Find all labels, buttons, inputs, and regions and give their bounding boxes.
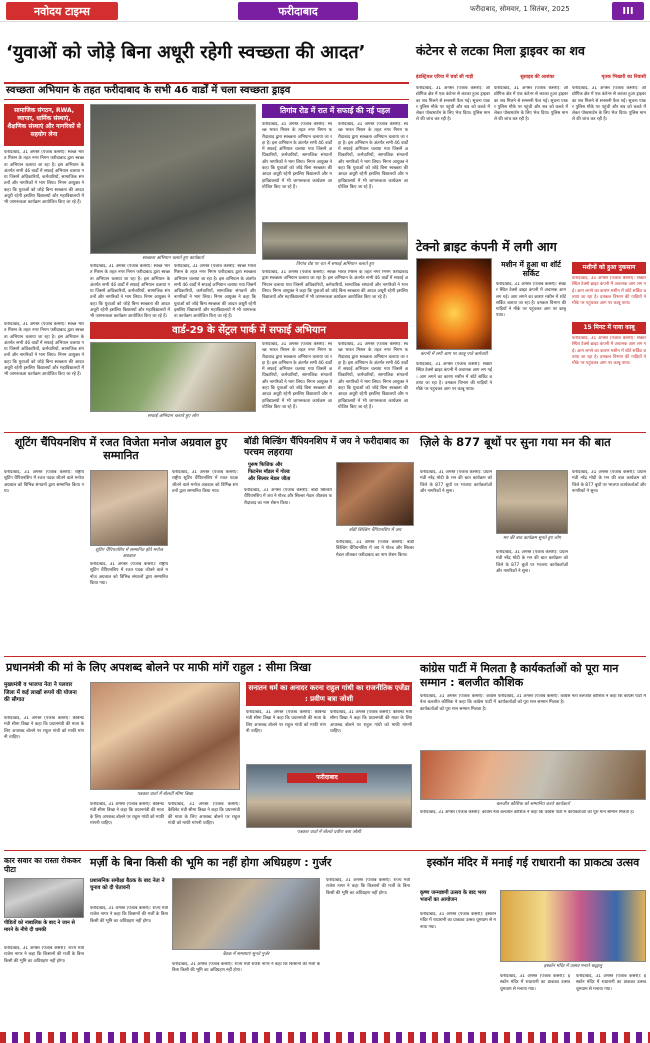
tigaon-body-3: फरीदाबाद, 31 अगस्त (पंजाब केसरी): स्वच्छ भारत मिशन के तहत नगर निगम फरीदाबाद द्वारा स्वच्छता अभियान चलाया जा रहा है। इस अभियान के अंतर्गत सभी 46 वार्डों में सफाई अभियान चलाया गया जिसमें अधिकारियों, कर्मचारियों, सामाजिक संगठनों और नागरिकों ने भाग लिया। निगम आयुक्त ने कहा कि युवाओं को जोड़े बिना स्वच्छता की आदत अधूरी रहेगी इसलिए विद्यालयों और महाविद्यालयों में भी जागरूकता कार्यक्रम आयोजित किए जा रहे हैं। (262, 270, 408, 301)
bb-body-1: फरीदाबाद, 31 अगस्त (पंजाब केसरी): बॉडी बिल्डिंग चैंपियनशिप में जय ने गोल्ड और सिल्वर मेडल जीतकर फरीदाबाद का नाम रोशन किया। (244, 488, 332, 506)
tecno-photo (416, 258, 492, 350)
main-headline: ‘युवाओं को जोड़े बिना अधूरी रहेगी स्वच्छता की आदत’ (6, 42, 366, 63)
main-body-col3: फरीदाबाद, 31 अगस्त (पंजाब केसरी): स्वच्छ भारत मिशन के तहत नगर निगम फरीदाबाद द्वारा स्वच्छता अभियान चलाया जा रहा है। इस अभियान के अंतर्गत सभी 46 वार्डों में सफाई अभियान चलाया गया जिसमें अधिकारियों, कर्मचारियों, सामाजिक संगठनों और नागरिकों ने भाग लिया। निगम आयुक्त ने कहा कि युवाओं को जोड़े बिना स्वच्छता की आदत अधूरी रहेगी इसलिए विद्यालयों और महाविद्यालयों में भी जागरूकता कार्यक्रम आयोजित किए जा रहे हैं। (174, 264, 256, 320)
sanatan-body-2: फरीदाबाद, 31 अगस्त (पंजाब केसरी): कैबिनेट मंत्री सीमा त्रिखा ने कहा कि प्रधानमंत्री की माता के लिए अपशब्द बोलने पर राहुल गांधी को माफी मांगनी चाहिए। (330, 710, 412, 734)
tecno-box2-body: फरीदाबाद, 31 अगस्त (पंजाब केसरी): सेक्टर स्थित टेक्नो ब्राइट कंपनी में अचानक आग लग गई। आग लगने का कारण मशीन में शॉर्ट सर्किट बताया जा रहा है। दमकल विभाग की गाड़ियों ने मौके पर पहुंचकर आग पर काबू पाया। (572, 336, 646, 367)
bb-tags (248, 462, 348, 483)
mkb-body-3: फरीदाबाद, 31 अगस्त (पंजाब केसरी): प्रधानमंत्री नरेंद्र मोदी के मन की बात कार्यक्रम को जिले के 877 बूथों पर भाजपा कार्यकर्ताओं और नागरिकों ने सुना। (572, 470, 646, 494)
congress-body-1: फरीदाबाद, 31 अगस्त (पंजाब केसरी): कांग्रेस नेता बलजीत कौशिक ने कहा कि कांग्रेस पार्टी में कार्यकर्ताओं को पूरा मान सम्मान मिलता है। (420, 694, 496, 712)
container-tag-2: सुसाइड की आशंका (520, 75, 555, 80)
tecno-box1-body: फरीदाबाद, 31 अगस्त (पंजाब केसरी): सेक्टर स्थित टेक्नो ब्राइट कंपनी में अचानक आग लग गई। आग लगने का कारण मशीन में शॉर्ट सर्किट बताया जा रहा है। दमकल विभाग की गाड़ियों ने मौके पर पहुंचकर आग पर काबू पाया। (572, 276, 646, 307)
car-photo (4, 878, 84, 918)
bb-tag-2: फिटनेस मॉडल में गोल्ड (248, 469, 290, 475)
mkb-body-2: फरीदाबाद, 31 अगस्त (पंजाब केसरी): प्रधानमंत्री नरेंद्र मोदी के मन की बात कार्यक्रम को जिले के 877 बूथों पर भाजपा कार्यकर्ताओं और नागरिकों ने सुना। (496, 550, 568, 574)
ward29-body-1: फरीदाबाद, 31 अगस्त (पंजाब केसरी): स्वच्छ भारत मिशन के तहत नगर निगम फरीदाबाद द्वारा स्वच्छता अभियान चलाया जा रहा है। इस अभियान के अंतर्गत सभी 46 वार्डों में सफाई अभियान चलाया गया जिसमें अधिकारियों, कर्मचारियों, सामाजिक संगठनों और नागरिकों ने भाग लिया। निगम आयुक्त ने कहा कि युवाओं को जोड़े बिना स्वच्छता की आदत अधूरी रहेगी इसलिए विद्यालयों और महाविद्यालयों में भी जागरूकता कार्यक्रम आयोजित किए जा रहे हैं। (4, 322, 84, 378)
container-body-2: फरीदाबाद, 31 अगस्त (पंजाब केसरी): औद्योगिक क्षेत्र में एक कंटेनर से लटका हुआ ड्राइवर का शव मिलने से सनसनी फैल गई। सूचना पाकर पुलिस मौके पर पहुंची और शव को कब्जे में लेकर पोस्टमार्टम के लिए भेज दिया। पुलिस मामले की जांच कर रही है। (494, 86, 568, 123)
ward29-headline: वार्ड-29 के सेंट्रल पार्क में सफाई अभियान (90, 322, 408, 339)
rahul-headline: प्रधानमंत्री की मां के लिए अपशब्द बोलने पर माफी मांगें राहुल : सीमा त्रिखा (6, 661, 311, 674)
mkb-body-1: फरीदाबाद, 31 अगस्त (पंजाब केसरी): प्रधानमंत्री नरेंद्र मोदी के मन की बात कार्यक्रम को जिले के 877 बूथों पर भाजपा कार्यकर्ताओं और नागरिकों ने सुना। (420, 470, 492, 494)
bb-tag-3: और सिल्वर मेडल जीता (248, 476, 291, 482)
congress-body-3: फरीदाबाद, 31 अगस्त (पंजाब केसरी): कांग्रेस नेता बलजीत कौशिक ने कहा कि कांग्रेस पार्टी में कार्यकर्ताओं को पूरा मान सम्मान मिलता है। (420, 810, 635, 815)
caption-congress: बलजीत कौशिक को सम्मानित करते कार्यकर्ता (496, 802, 570, 807)
caption-tecno: कंपनी में लगी आग पर काबू पाते कर्मचारी (420, 352, 488, 357)
shooting-body-1: फरीदाबाद, 31 अगस्त (पंजाब केसरी): राष्ट्रीय शूटिंग चैंपियनशिप में रजत पदक जीतने वाले मनोज अग्रवाल को विभिन्न संगठनों द्वारा सम्मानित किया गया। (4, 470, 84, 494)
main-subheadline: स्वच्छता अभियान के तहत फरीदाबाद के सभी 46 वार्डों में चला स्वच्छता ड्राइव (6, 85, 291, 96)
caption-bb: बॉडी बिल्डिंग चैंपियनशिप में जय (348, 528, 402, 533)
main-body-col2: फरीदाबाद, 31 अगस्त (पंजाब केसरी): स्वच्छ भारत मिशन के तहत नगर निगम फरीदाबाद द्वारा स्वच्छता अभियान चलाया जा रहा है। इस अभियान के अंतर्गत सभी 46 वार्डों में सफाई अभियान चलाया गया जिसमें अधिकारियों, कर्मचारियों, सामाजिक संगठनों और नागरिकों ने भाग लिया। निगम आयुक्त ने कहा कि युवाओं को जोड़े बिना स्वच्छता की आदत अधूरी रहेगी इसलिए विद्यालयों और महाविद्यालयों में भी जागरूकता कार्यक्रम आयोजित किए जा रहे हैं। (90, 264, 170, 320)
caption-rahul: पत्रकार वार्ता में बोलतीं सीमा त्रिखा (137, 792, 193, 797)
car-headline: कार सवार का रास्ता रोककर पीटा (4, 856, 81, 874)
rahul-body-3: फरीदाबाद, 31 अगस्त (पंजाब केसरी): कैबिनेट मंत्री सीमा त्रिखा ने कहा कि प्रधानमंत्री की माता के लिए अपशब्द बोलने पर राहुल गांधी को माफी मांगनी चाहिए। (168, 802, 240, 826)
rahul-photo (90, 682, 240, 790)
iskcon-headline: इस्कॉन मंदिर में मनाई गई राधारानी का प्राकट्य उत्सव (426, 856, 640, 869)
sanatan-photo (246, 764, 412, 828)
container-body-1: फरीदाबाद, 31 अगस्त (पंजाब केसरी): औद्योगिक क्षेत्र में एक कंटेनर से लटका हुआ ड्राइवर का शव मिलने से सनसनी फैल गई। सूचना पाकर पुलिस मौके पर पहुंची और शव को कब्जे में लेकर पोस्टमार्टम के लिए भेज दिया। पुलिस मामले की जांच कर रही है। (416, 86, 490, 123)
caption-main-photo: स्वच्छता अभियान चलाते हुए कार्यकर्ता (142, 256, 204, 261)
rule-2 (4, 656, 646, 657)
shooting-headline: शूटिंग चैंपियनशिप में रजत विजेता मनोज अग्रवाल हुए सम्मानित (14, 436, 228, 462)
mkb-headline: ज़िले के 877 बूथों पर सुना गया मन की बात (420, 435, 611, 449)
sanatan-headline: सनातन धर्म का अनादर करना राहुल गांधी का राजनीतिक एजेंडा : प्रवीण बत्रा जोशी (246, 682, 412, 706)
caption-shooting: शूटिंग चैंपियनशिप में सम्मानित होते मनोज अग्रवाल (95, 548, 163, 559)
tecno-sidehead: मशीन में हुआ था शॉर्ट सर्किट (501, 260, 561, 278)
ward29-photo (90, 342, 256, 412)
tecno-box2-title: 15 मिनट में पाया काबू (572, 322, 646, 334)
caption-tigaon: तिगांव रोड पर रात में सफाई अभियान चलाते हुए (296, 262, 374, 267)
rahul-body-1: फरीदाबाद, 31 अगस्त (पंजाब केसरी): कैबिनेट मंत्री सीमा त्रिखा ने कहा कि प्रधानमंत्री की माता के लिए अपशब्द बोलने पर राहुल गांधी को माफी मांगनी चाहिए। (4, 716, 84, 740)
container-headline: कंटेनर से लटका मिला ड्राइवर का शव (416, 43, 585, 58)
shooting-body-3: फरीदाबाद, 31 अगस्त (पंजाब केसरी): राष्ट्रीय शूटिंग चैंपियनशिप में रजत पदक जीतने वाले मनोज अग्रवाल को विभिन्न संगठनों द्वारा सम्मानित किया गया। (172, 470, 238, 494)
tecno-body-1: फरीदाबाद, 31 अगस्त (पंजाब केसरी): सेक्टर स्थित टेक्नो ब्राइट कंपनी में अचानक आग लग गई। आग लगने का कारण मशीन में शॉर्ट सर्किट बताया जा रहा है। दमकल विभाग की गाड़ियों ने मौके पर पहुंचकर आग पर काबू पाया। (416, 362, 492, 393)
caption-sanatan: पत्रकार वार्ता में बोलते प्रवीण बत्रा जोशी (297, 830, 361, 835)
rahul-body-2: फरीदाबाद, 31 अगस्त (पंजाब केसरी): कैबिनेट मंत्री सीमा त्रिखा ने कहा कि प्रधानमंत्री की माता के लिए अपशब्द बोलने पर राहुल गांधी को माफी मांगनी चाहिए। (90, 802, 164, 826)
congress-headline: कांग्रेस पार्टी में मिलता है कार्यकर्ताओं को पूरा मान सम्मान : बलजीत कौशिक (420, 662, 619, 689)
car-body: फरीदाबाद, 31 अगस्त (पंजाब केसरी): राज्य मंत्री राजेश नागर ने कहा कि किसानों की मर्जी के बिना किसी की भूमि का अधिग्रहण नहीं होगा। (4, 946, 84, 964)
ward29-body-2: फरीदाबाद, 31 अगस्त (पंजाब केसरी): स्वच्छ भारत मिशन के तहत नगर निगम फरीदाबाद द्वारा स्वच्छता अभियान चलाया जा रहा है। इस अभियान के अंतर्गत सभी 46 वार्डों में सफाई अभियान चलाया गया जिसमें अधिकारियों, कर्मचारियों, सामाजिक संगठनों और नागरिकों ने भाग लिया। निगम आयुक्त ने कहा कि युवाओं को जोड़े बिना स्वच्छता की आदत अधूरी रहेगी इसलिए विद्यालयों और महाविद्यालयों में भी जागरूकता कार्यक्रम आयोजित किए जा रहे हैं। (262, 342, 332, 410)
shooting-body-2: फरीदाबाद, 31 अगस्त (पंजाब केसरी): राष्ट्रीय शूटिंग चैंपियनशिप में रजत पदक जीतने वाले मनोज अग्रवाल को विभिन्न संगठनों द्वारा सम्मानित किया गया। (90, 562, 168, 586)
caption-iskcon: इस्कॉन मंदिर में उत्सव मनाते श्रद्धालु (543, 964, 603, 969)
rahul-tag: मुख्यमंत्री व भाजपा नेता ने पलवार जिला में कई लाखों रूपये की योजना की सौगात (4, 682, 77, 703)
container-body-3: फरीदाबाद, 31 अगस्त (पंजाब केसरी): औद्योगिक क्षेत्र में एक कंटेनर से लटका हुआ ड्राइवर का शव मिलने से सनसनी फैल गई। सूचना पाकर पुलिस मौके पर पहुंची और शव को कब्जे में लेकर पोस्टमार्टम के लिए भेज दिया। पुलिस मामले की जांच कर रही है। (572, 86, 646, 123)
main-subheadline-bar (4, 82, 409, 100)
tigaon-headline: तिगांव रोड में रात में सफाई की नई पहल (262, 104, 408, 118)
container-tag-3: मृतक भिखारी का निवासी (601, 75, 646, 80)
bb-tag-1: पुरूष फिजिक और (248, 462, 283, 468)
congress-body-2: फरीदाबाद, 31 अगस्त (पंजाब केसरी): कांग्रेस नेता बलजीत कौशिक ने कहा कि कांग्रेस पार्टी में कार्यकर्ताओं को पूरा मान सम्मान मिलता है। (498, 694, 646, 706)
container-tag-1: इंडस्ट्रियल एरिया में चर्चा सी गाड़ी (416, 75, 474, 80)
main-kicker: सामाजिक संगठन, RWA, व्यापार, धार्मिक संस्थाएं, शैक्षणिक संस्थाएं और नागरिकों से सहयोग लेना (4, 104, 84, 146)
iskcon-body-1: फरीदाबाद, 31 अगस्त (पंजाब केसरी): इस्कॉन मंदिर में राधारानी का प्राकट्य उत्सव धूमधाम से मनाया गया। (420, 912, 496, 930)
tecno-body-2: फरीदाबाद, 31 अगस्त (पंजाब केसरी): सेक्टर स्थित टेक्नो ब्राइट कंपनी में अचानक आग लग गई। आग लगने का कारण मशीन में शॉर्ट सर्किट बताया जा रहा है। दमकल विभाग की गाड़ियों ने मौके पर पहुंचकर आग पर काबू पाया। (496, 282, 566, 319)
gurjar-photo (172, 878, 320, 950)
tecno-headline: टेक्नो ब्राइट कंपनी में लगी आग (416, 239, 557, 254)
main-body-col1: फरीदाबाद, 31 अगस्त (पंजाब केसरी): स्वच्छ भारत मिशन के तहत नगर निगम फरीदाबाद द्वारा स्वच्छता अभियान चलाया जा रहा है। इस अभियान के अंतर्गत सभी 46 वार्डों में सफाई अभियान चलाया गया जिसमें अधिकारियों, कर्मचारियों, सामाजिक संगठनों और नागरिकों ने भाग लिया। निगम आयुक्त ने कहा कि युवाओं को जोड़े बिना स्वच्छता की आदत अधूरी रहेगी इसलिए विद्यालयों और महाविद्यालयों में भी जागरूकता कार्यक्रम आयोजित किए जा रहे हैं। (4, 150, 84, 206)
mkb-photo (496, 470, 568, 534)
rule-1 (4, 432, 646, 433)
tigaon-body-1: फरीदाबाद, 31 अगस्त (पंजाब केसरी): स्वच्छ भारत मिशन के तहत नगर निगम फरीदाबाद द्वारा स्वच्छता अभियान चलाया जा रहा है। इस अभियान के अंतर्गत सभी 46 वार्डों में सफाई अभियान चलाया गया जिसमें अधिकारियों, कर्मचारियों, सामाजिक संगठनों और नागरिकों ने भाग लिया। निगम आयुक्त ने कहा कि युवाओं को जोड़े बिना स्वच्छता की आदत अधूरी रहेगी इसलिए विद्यालयों और महाविद्यालयों में भी जागरूकता कार्यक्रम आयोजित किए जा रहे हैं। (262, 122, 332, 190)
ward29-body-3: फरीदाबाद, 31 अगस्त (पंजाब केसरी): स्वच्छ भारत मिशन के तहत नगर निगम फरीदाबाद द्वारा स्वच्छता अभियान चलाया जा रहा है। इस अभियान के अंतर्गत सभी 46 वार्डों में सफाई अभियान चलाया गया जिसमें अधिकारियों, कर्मचारियों, सामाजिक संगठनों और नागरिकों ने भाग लिया। निगम आयुक्त ने कहा कि युवाओं को जोड़े बिना स्वच्छता की आदत अधूरी रहेगी इसलिए विद्यालयों और महाविद्यालयों में भी जागरूकता कार्यक्रम आयोजित किए जा रहे हैं। (338, 342, 408, 410)
rule-3 (4, 850, 646, 851)
city-label: फरीदाबाद (238, 2, 358, 20)
gurjar-body-3: फरीदाबाद, 31 अगस्त (पंजाब केसरी): राज्य मंत्री राजेश नागर ने कहा कि किसानों की मर्जी के बिना किसी की भूमि का अधिग्रहण नहीं होगा। (326, 878, 410, 896)
gurjar-body-1: फरीदाबाद, 31 अगस्त (पंजाब केसरी): राज्य मंत्री राजेश नागर ने कहा कि किसानों की मर्जी के बिना किसी की भूमि का अधिग्रहण नहीं होगा। (90, 906, 168, 924)
bb-body-2: फरीदाबाद, 31 अगस्त (पंजाब केसरी): बॉडी बिल्डिंग चैंपियनशिप में जय ने गोल्ड और सिल्वर मेडल जीतकर फरीदाबाद का नाम रोशन किया। (336, 540, 414, 558)
sanatan-banner: फरीदाबाद (287, 773, 367, 783)
dateline: फरीदाबाद, सोमवार, 1 सितंबर, 2025 (470, 5, 570, 13)
caption-mkb: मन की बात कार्यक्रम सुनते हुए लोग (503, 536, 561, 541)
main-photo (90, 104, 256, 254)
iskcon-body-2: फरीदाबाद, 31 अगस्त (पंजाब केसरी): इस्कॉन मंदिर में राधारानी का प्राकट्य उत्सव धूमधाम से मनाया गया। (500, 974, 570, 992)
caption-ward29: सफाई अभियान चलाते हुए लोग (147, 414, 199, 419)
caption-gurjar: बैठक में समस्याएं सुनते गुर्जर (222, 952, 270, 957)
bottom-strip (0, 1032, 650, 1043)
page-number: III (612, 2, 644, 20)
iskcon-tag: कृष्ण जन्माष्टमी उत्सव के बाद भव्य भजनों का आयोजन (420, 890, 487, 903)
gurjar-body-2: फरीदाबाद, 31 अगस्त (पंजाब केसरी): राज्य मंत्री राजेश नागर ने कहा कि किसानों की मर्जी के बिना किसी की भूमि का अधिग्रहण नहीं होगा। (172, 962, 320, 974)
sanatan-body-1: फरीदाबाद, 31 अगस्त (पंजाब केसरी): कैबिनेट मंत्री सीमा त्रिखा ने कहा कि प्रधानमंत्री की माता के लिए अपशब्द बोलने पर राहुल गांधी को माफी मांगनी चाहिए। (246, 710, 326, 734)
tigaon-body-2: फरीदाबाद, 31 अगस्त (पंजाब केसरी): स्वच्छ भारत मिशन के तहत नगर निगम फरीदाबाद द्वारा स्वच्छता अभियान चलाया जा रहा है। इस अभियान के अंतर्गत सभी 46 वार्डों में सफाई अभियान चलाया गया जिसमें अधिकारियों, कर्मचारियों, सामाजिक संगठनों और नागरिकों ने भाग लिया। निगम आयुक्त ने कहा कि युवाओं को जोड़े बिना स्वच्छता की आदत अधूरी रहेगी इसलिए विद्यालयों और महाविद्यालयों में भी जागरूकता कार्यक्रम आयोजित किए जा रहे हैं। (338, 122, 408, 190)
container-tags (416, 74, 646, 80)
gurjar-tag: प्रशासनिक समीक्षा बैठक के बाद नेता ने चुनाव को दी चेतावनी (90, 878, 165, 891)
bb-photo (336, 462, 414, 526)
masthead-title: नवोदय टाइम्स (6, 2, 118, 20)
iskcon-photo (500, 890, 646, 962)
bb-headline: बॉडी बिल्डिंग चैंपियनशिप में जय ने फरीदाबाद का परचम लहराया (244, 436, 409, 458)
tecno-box1-title: मशीनों को हुआ नुकसान (572, 262, 646, 274)
car-tag: पीडितों को नाबालिक के बाद ने जान से मारने के नीचे दी धमकी (4, 920, 75, 933)
gurjar-headline: मर्ज़ी के बिना किसी की भूमि का नहीं होगा अधिग्रहण : गुर्जर (90, 856, 332, 869)
shooting-photo (90, 470, 168, 546)
congress-photo (420, 750, 646, 800)
tigaon-photo (262, 222, 408, 260)
iskcon-body-3: फरीदाबाद, 31 अगस्त (पंजाब केसरी): इस्कॉन मंदिर में राधारानी का प्राकट्य उत्सव धूमधाम से मनाया गया। (576, 974, 646, 992)
